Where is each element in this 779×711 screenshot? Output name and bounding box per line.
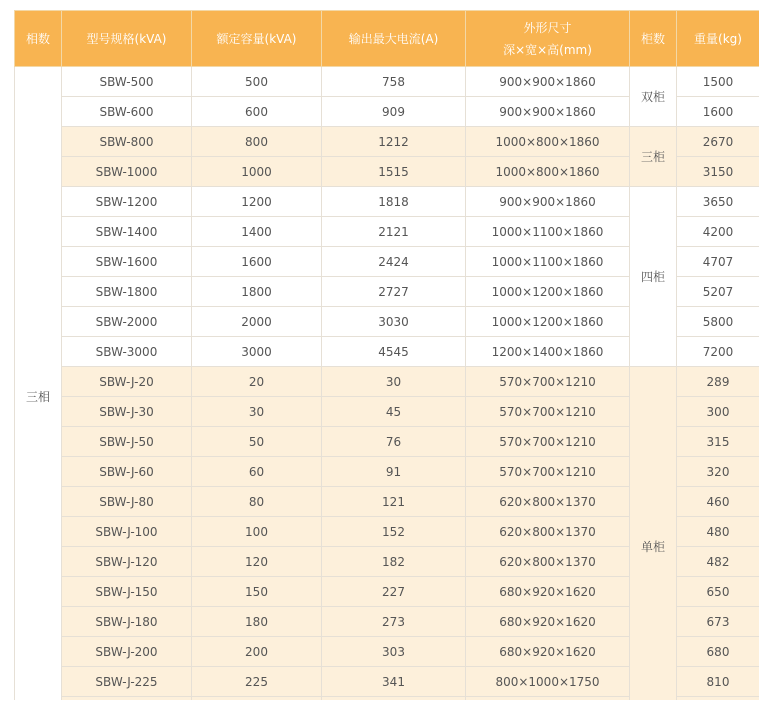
capacity-cell: 1600	[192, 247, 322, 277]
model-cell: SBW-1000	[62, 157, 192, 187]
model-cell: SBW-1200	[62, 187, 192, 217]
weight-cell: 480	[677, 517, 760, 547]
cabinet-group-cell: 四柜	[630, 187, 677, 367]
header-model: 型号规格(kVA)	[62, 11, 192, 67]
capacity-cell: 120	[192, 547, 322, 577]
header-weight: 重量(kg)	[677, 11, 760, 67]
weight-cell: 289	[677, 367, 760, 397]
capacity-cell: 20	[192, 367, 322, 397]
capacity-cell: 50	[192, 427, 322, 457]
current-cell	[322, 697, 466, 701]
model-cell: SBW-600	[62, 97, 192, 127]
weight-cell: 673	[677, 607, 760, 637]
model-cell: SBW-J-100	[62, 517, 192, 547]
dimensions-cell: 1000×1200×1860	[466, 277, 630, 307]
dimensions-cell: 570×700×1210	[466, 367, 630, 397]
current-cell: 758	[322, 67, 466, 97]
dimensions-cell: 1000×800×1860	[466, 157, 630, 187]
capacity-cell	[192, 697, 322, 701]
spec-table-container	[14, 10, 759, 700]
table-row	[15, 67, 760, 97]
weight-cell: 1600	[677, 97, 760, 127]
capacity-cell: 500	[192, 67, 322, 97]
header-phase: 相数	[15, 11, 62, 67]
phase-cell: 三相	[15, 67, 62, 701]
capacity-cell: 1000	[192, 157, 322, 187]
capacity-cell: 2000	[192, 307, 322, 337]
header-cabinets: 柜数	[630, 11, 677, 67]
model-cell: SBW-J-225	[62, 667, 192, 697]
current-cell: 2727	[322, 277, 466, 307]
current-cell: 273	[322, 607, 466, 637]
dimensions-cell: 570×700×1210	[466, 457, 630, 487]
dimensions-cell: 1000×1200×1860	[466, 307, 630, 337]
weight-cell: 315	[677, 427, 760, 457]
model-cell: SBW-500	[62, 67, 192, 97]
header-capacity: 额定容量(kVA)	[192, 11, 322, 67]
current-cell: 1818	[322, 187, 466, 217]
model-cell	[62, 697, 192, 701]
current-cell: 4545	[322, 337, 466, 367]
current-cell: 76	[322, 427, 466, 457]
weight-cell: 4707	[677, 247, 760, 277]
table-row	[15, 127, 760, 157]
dimensions-cell: 680×920×1620	[466, 607, 630, 637]
table-row	[15, 367, 760, 397]
current-cell: 1515	[322, 157, 466, 187]
model-cell: SBW-J-180	[62, 607, 192, 637]
current-cell: 182	[322, 547, 466, 577]
weight-cell: 460	[677, 487, 760, 517]
model-cell: SBW-3000	[62, 337, 192, 367]
header-dimensions-title: 外形尺寸	[523, 20, 572, 35]
current-cell: 2121	[322, 217, 466, 247]
capacity-cell: 225	[192, 667, 322, 697]
weight-cell	[677, 697, 760, 701]
weight-cell: 7200	[677, 337, 760, 367]
model-cell: SBW-J-150	[62, 577, 192, 607]
dimensions-cell: 570×700×1210	[466, 427, 630, 457]
cabinet-group-cell: 单柜	[630, 367, 677, 701]
capacity-cell: 180	[192, 607, 322, 637]
dimensions-cell: 620×800×1370	[466, 517, 630, 547]
dimensions-cell: 620×800×1370	[466, 547, 630, 577]
current-cell: 227	[322, 577, 466, 607]
current-cell: 2424	[322, 247, 466, 277]
current-cell: 1212	[322, 127, 466, 157]
weight-cell: 810	[677, 667, 760, 697]
dimensions-cell: 620×800×1370	[466, 487, 630, 517]
model-cell: SBW-1600	[62, 247, 192, 277]
weight-cell: 680	[677, 637, 760, 667]
weight-cell: 482	[677, 547, 760, 577]
weight-cell: 5800	[677, 307, 760, 337]
weight-cell: 4200	[677, 217, 760, 247]
weight-cell: 3150	[677, 157, 760, 187]
dimensions-cell: 800×1000×1750	[466, 667, 630, 697]
model-cell: SBW-1400	[62, 217, 192, 247]
capacity-cell: 1200	[192, 187, 322, 217]
dimensions-cell: 680×920×1620	[466, 637, 630, 667]
model-cell: SBW-J-120	[62, 547, 192, 577]
capacity-cell: 200	[192, 637, 322, 667]
weight-cell: 3650	[677, 187, 760, 217]
capacity-cell: 150	[192, 577, 322, 607]
weight-cell: 300	[677, 397, 760, 427]
model-cell: SBW-J-80	[62, 487, 192, 517]
weight-cell: 650	[677, 577, 760, 607]
capacity-cell: 80	[192, 487, 322, 517]
dimensions-cell: 1000×1100×1860	[466, 247, 630, 277]
header-dimensions-unit: 深×宽×高(mm)	[503, 42, 592, 57]
dimensions-cell	[466, 697, 630, 701]
model-cell: SBW-J-50	[62, 427, 192, 457]
weight-cell: 5207	[677, 277, 760, 307]
current-cell: 121	[322, 487, 466, 517]
capacity-cell: 100	[192, 517, 322, 547]
capacity-cell: 800	[192, 127, 322, 157]
capacity-cell: 600	[192, 97, 322, 127]
header-row	[15, 11, 760, 67]
weight-cell: 2670	[677, 127, 760, 157]
dimensions-cell: 570×700×1210	[466, 397, 630, 427]
capacity-cell: 1400	[192, 217, 322, 247]
model-cell: SBW-2000	[62, 307, 192, 337]
spec-table	[14, 10, 759, 700]
dimensions-cell: 900×900×1860	[466, 97, 630, 127]
model-cell: SBW-J-60	[62, 457, 192, 487]
header-current: 输出最大电流(A)	[322, 11, 466, 67]
model-cell: SBW-1800	[62, 277, 192, 307]
table-row	[15, 187, 760, 217]
model-cell: SBW-J-200	[62, 637, 192, 667]
model-cell: SBW-800	[62, 127, 192, 157]
current-cell: 45	[322, 397, 466, 427]
header-dimensions	[466, 11, 630, 67]
capacity-cell: 60	[192, 457, 322, 487]
capacity-cell: 3000	[192, 337, 322, 367]
current-cell: 341	[322, 667, 466, 697]
dimensions-cell: 1000×1100×1860	[466, 217, 630, 247]
dimensions-cell: 1200×1400×1860	[466, 337, 630, 367]
dimensions-cell: 900×900×1860	[466, 67, 630, 97]
capacity-cell: 1800	[192, 277, 322, 307]
current-cell: 303	[322, 637, 466, 667]
cabinet-group-cell: 双柜	[630, 67, 677, 127]
weight-cell: 1500	[677, 67, 760, 97]
model-cell: SBW-J-20	[62, 367, 192, 397]
dimensions-cell: 680×920×1620	[466, 577, 630, 607]
weight-cell: 320	[677, 457, 760, 487]
cabinet-group-cell: 三柜	[630, 127, 677, 187]
current-cell: 30	[322, 367, 466, 397]
current-cell: 909	[322, 97, 466, 127]
current-cell: 152	[322, 517, 466, 547]
current-cell: 91	[322, 457, 466, 487]
capacity-cell: 30	[192, 397, 322, 427]
model-cell: SBW-J-30	[62, 397, 192, 427]
dimensions-cell: 900×900×1860	[466, 187, 630, 217]
dimensions-cell: 1000×800×1860	[466, 127, 630, 157]
current-cell: 3030	[322, 307, 466, 337]
